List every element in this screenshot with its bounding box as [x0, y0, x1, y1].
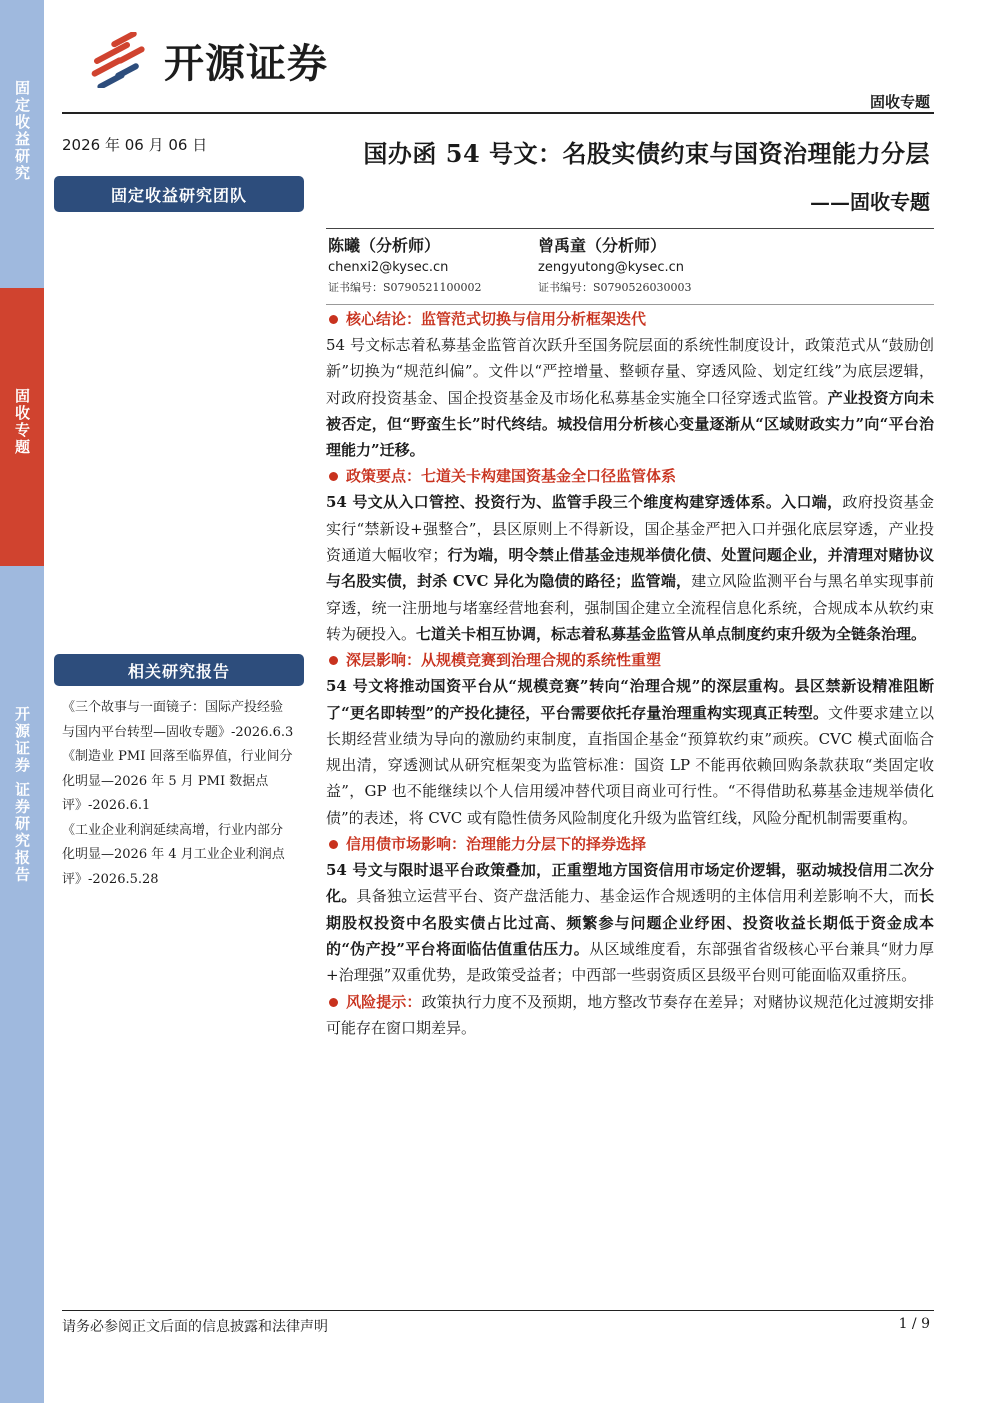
related-report-link[interactable]: 《制造业 PMI 回落至临界值，行业间分化明显—2026 年 5 月 PMI 数据点评》-2026.6.1: [62, 749, 293, 813]
section-heading-text: 政策要点：七道关卡构建国资基金全口径监管体系: [346, 467, 677, 486]
team-badge: 固定收益研究团队: [54, 176, 304, 212]
text-run-bold: 54 号文从入口管控、投资行为、监管手段三个维度构建穿透体系。入口端，: [326, 493, 843, 512]
side-label-top-wrap: [0, 80, 44, 220]
text-run-bold: 54 号文与限时退平台政策叠加，正重塑地方国资信用市场定价逻辑，驱动城投信用二次分化。: [326, 861, 934, 906]
text-run-bold: 长期股权投资中名股实债占比过高、频繁参与问题企业纾困、投资收益长期低于资金成本的“伪产投”平台将面临估值重估压力。: [326, 887, 934, 958]
related-reports-badge: 相关研究报告: [54, 654, 304, 686]
risk-text: 政策执行力度不及预期，地方整改节奏存在差异；对赌协议规范化过渡期安排可能存在窗口期差异。: [326, 992, 934, 1037]
section: [326, 647, 934, 831]
side-label-bottom-wrap: [0, 706, 44, 926]
section: [326, 463, 934, 647]
analyst-card: [538, 238, 692, 296]
bullet-icon: [329, 998, 338, 1007]
analyst-cert: 证书编号：S0790526030003: [538, 281, 692, 294]
bullet-icon: [329, 656, 338, 665]
text-run: 建立风险监测平台与黑名单实现事前穿透，统一注册地与堵塞经营地套利，强制国企建立全流程信息化系统，合规成本从软约束转为硬投入。: [326, 572, 934, 643]
analyst-divider: [326, 304, 934, 305]
risk-label: 风险提示：: [346, 992, 422, 1011]
text-run: 具备独立运营平台、资产盘活能力、基金运作合规透明的主体信用利差影响不大，而: [356, 887, 919, 906]
analyst-cert: 证书编号：S0790521100002: [328, 281, 482, 294]
side-label-bottom: 开源证券 证券研究报告: [13, 706, 31, 884]
section: [326, 306, 934, 463]
report-title: 国办函 54 号文：名股实债约束与国资治理能力分层: [363, 139, 930, 168]
report-category: 固收专题: [869, 93, 930, 111]
bullet-icon: [329, 315, 338, 324]
section-heading-text: 信用债市场影响：治理能力分层下的择券选择: [346, 835, 647, 854]
side-label-top: 固定收益研究: [13, 80, 31, 182]
brand-mark-icon: [88, 32, 158, 88]
analyst-card: [328, 238, 482, 296]
section-heading: [326, 463, 934, 489]
analyst-name: 陈曦（分析师）: [328, 236, 441, 255]
section-heading: [326, 647, 934, 673]
text-run: 政府投资基金实行“禁新设+强整合”，县区原则上不得新设，国企基金严把入口并强化底层穿透，产业投资通道大幅收窄；: [326, 493, 934, 565]
report-date: 2026 年 06 月 06 日: [62, 136, 208, 154]
related-reports-list: [62, 696, 294, 892]
analyst-email[interactable]: zengyutong@kysec.cn: [538, 260, 684, 275]
section-paragraph: [326, 673, 934, 831]
section: [326, 831, 934, 988]
side-label-middle: 固收专题: [13, 388, 31, 456]
text-run: 54 号文标志着私募基金监管首次跃升至国务院层面的系统性制度设计，政策范式从“鼓励创新”切换为“规范纠偏”。文件以“严控增量、整顿存量、穿透风险、划定红线”为底层逻辑，对政府投资基金、国企投资基金及市场化私募基金实施全口径穿透式监管。: [326, 336, 934, 407]
text-run-bold: 产业投资方向未被否定，但“野蛮生长”时代终结。城投信用分析核心变量逐渐从“区域财政实力”向“平台治理能力”迁移。: [326, 388, 934, 460]
brand-name: 开源证券: [164, 40, 328, 87]
text-run-bold: 七道关卡相互协调，标志着私募基金监管从单点制度约束升级为全链条治理。: [416, 624, 927, 643]
bullet-icon: [329, 840, 338, 849]
page-number: 1 / 9: [898, 1316, 930, 1332]
bullet-icon: [329, 472, 338, 481]
section-paragraph: [326, 332, 934, 463]
report-subtitle: ——固收专题: [810, 190, 930, 214]
section-heading: [326, 831, 934, 857]
report-body: [326, 306, 934, 1041]
section-paragraph: [326, 857, 934, 988]
related-report-link[interactable]: 《三个故事与一面镜子：国际产投经验与国内平台转型—固收专题》-2026.6.3: [62, 700, 294, 740]
side-label-middle-wrap: [0, 288, 44, 566]
side-strip: [0, 0, 44, 1403]
section-heading-text: 核心结论：监管范式切换与信用分析框架迭代: [346, 310, 647, 328]
text-run-bold: 行为端，明令禁止借基金违规举债化债、处置问题企业，并清理对赌协议与名股实债，封杀 CVC 异化为隐债的路径；监管端，: [326, 546, 934, 591]
related-report-link[interactable]: 《工业企业利润延续高增，行业内部分化明显—2026 年 4 月工业企业利润点评》-2026.5.28: [62, 822, 285, 887]
brand-logo: [88, 30, 328, 90]
text-run: 从区域维度看，东部强省省级核心平台兼具“财力厚+治理强”双重优势，是政策受益者；中西部一些弱资质区县级平台则可能面临双重挤压。: [326, 939, 934, 985]
analyst-name: 曾禹童（分析师）: [538, 236, 667, 255]
analyst-email[interactable]: chenxi2@kysec.cn: [328, 260, 449, 275]
section-paragraph: [326, 489, 934, 647]
title-divider: [326, 228, 934, 229]
header-divider: [62, 112, 934, 114]
section-heading-text: 深层影响：从规模竞赛到治理合规的系统性重塑: [346, 651, 662, 670]
text-run: 文件要求建立以长期经营业绩为导向的激励约束制度，直指国企基金“预算软约束”顽疾。CVC 模式面临合规出清，穿透测试从研究框架变为监管标准：国资 LP 不能再依赖回购条款获取“类固定收益”，GP 也不能继续以个人信用缓冲替代项目商业可行性。“不得借助私募基金违规举债化债”的表述，将 CVC 或有隐性债务风险制度化升级为监管红线，风险分配机制需要重构。: [326, 703, 934, 827]
section-heading: [326, 306, 934, 332]
footer-disclaimer: 请务必参阅正文后面的信息披露和法律声明: [62, 1319, 328, 1335]
text-run-bold: 54 号文将推动国资平台从“规模竞赛”转向“治理合规”的深层重构。县区禁新设精准阻断了“更名即转型”的产投化捷径，平台需要依托存量治理重构实现真正转型。: [326, 677, 934, 722]
risk-paragraph: [326, 989, 934, 1042]
footer-divider: [62, 1310, 934, 1311]
